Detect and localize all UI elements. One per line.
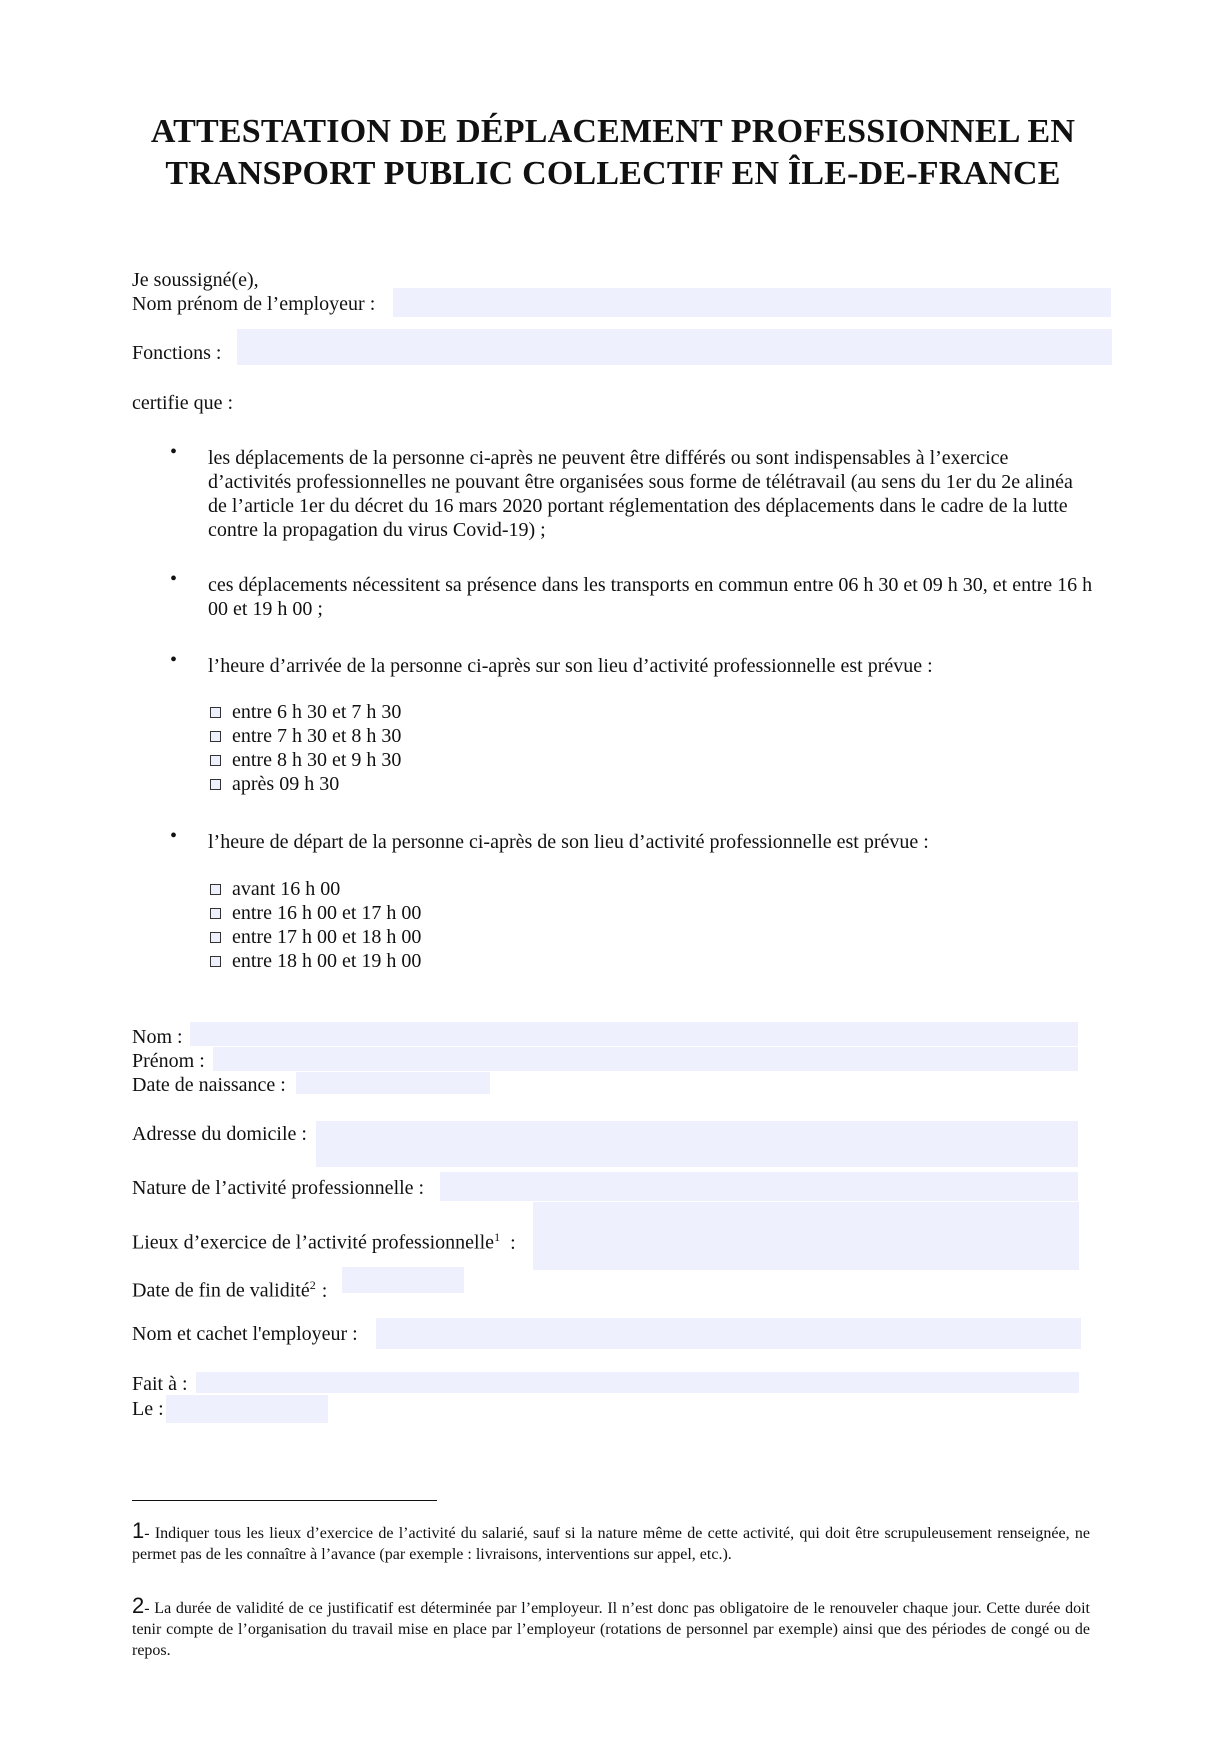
nom-field[interactable] (190, 1022, 1078, 1046)
employer-name-field[interactable] (393, 288, 1111, 317)
validity-end-label: Date de fin de validité$^2$ : (132, 1278, 328, 1302)
birth-date-label: Date de naissance : (132, 1074, 286, 1096)
departure-option[interactable]: avant 16 h 00 (210, 877, 421, 901)
checkbox[interactable] (210, 707, 221, 718)
bullet-text-3: l’heure d’arrivée de la personne ci-après sur son lieu d’activité professionnelle est prévue : (208, 655, 933, 677)
departure-option[interactable]: entre 17 h 00 et 18 h 00 (210, 925, 421, 949)
checkbox[interactable] (210, 932, 221, 943)
checkbox[interactable] (210, 884, 221, 895)
employer-stamp-field[interactable] (376, 1318, 1081, 1349)
footnote-2 (132, 1595, 1090, 1661)
footnote-separator (132, 1500, 437, 1501)
nom-label: Nom : (132, 1026, 183, 1048)
fait-a-field[interactable] (196, 1372, 1079, 1393)
prenom-label: Prénom : (132, 1050, 205, 1072)
work-places-field[interactable] (533, 1202, 1079, 1270)
arrival-option[interactable]: après 09 h 30 (210, 772, 401, 796)
footnote-ref-2: 2 (309, 1278, 316, 1292)
checkbox[interactable] (210, 956, 221, 967)
fait-a-label: Fait à : (132, 1373, 188, 1395)
undersigned-text: Je soussigné(e), (132, 269, 259, 291)
bullet-text-2: ces déplacements nécessitent sa présence dans les transports en commun entre 06 h 30 et 09 h 30, et entre 16 h 00 et 19 h 00 ; (208, 574, 1093, 620)
prenom-field[interactable] (213, 1047, 1078, 1071)
work-places-label: Lieux d’exercice de l’activité professionnelle$^1$ : (132, 1230, 516, 1254)
footnote-ref-1: 1 (494, 1230, 501, 1244)
date-le-label: Le : (132, 1398, 164, 1420)
arrival-option[interactable]: entre 6 h 30 et 7 h 30 (210, 700, 401, 724)
arrival-option[interactable]: entre 8 h 30 et 9 h 30 (210, 748, 401, 772)
bullet-dot: • (170, 568, 178, 590)
departure-option[interactable]: entre 16 h 00 et 17 h 00 (210, 901, 421, 925)
checkbox[interactable] (210, 908, 221, 919)
checkbox[interactable] (210, 779, 221, 790)
checkbox[interactable] (210, 731, 221, 742)
arrival-option[interactable]: entre 7 h 30 et 8 h 30 (210, 724, 401, 748)
departure-option[interactable]: entre 18 h 00 et 19 h 00 (210, 949, 421, 973)
departure-options (210, 877, 421, 973)
checkbox[interactable] (210, 755, 221, 766)
arrival-options (210, 700, 401, 796)
footnote-text-1: - Indiquer tous les lieux d’exercice de l’activité du salarié, sauf si la nature même de cette activité, qui doit être scrupuleusement renseignée, ne permet pas de les connaître à l’avance (par exemple : livraisons, interventions sur appel, etc.). (132, 1525, 1090, 1563)
birth-date-field[interactable] (296, 1072, 490, 1094)
functions-label: Fonctions : (132, 342, 222, 364)
document-title (0, 111, 1226, 195)
bullet-text-1: les déplacements de la personne ci-après ne peuvent être différés ou sont indispensables à l’exercice d’activités professionnelles ne pouvant être organisées sous forme de télétravail (au sens du 1er du 2e alinéa de l’article 1er du décret du 16 mars 2020 portant réglementation des déplacements dans le cadre de la lutte contre la propagation du virus Covid-19) ; (208, 447, 1073, 541)
bullet-dot: • (170, 649, 178, 671)
date-le-field[interactable] (166, 1395, 328, 1423)
title-line-1: ATTESTATION DE DÉPLACEMENT PROFESSIONNEL EN (150, 113, 1076, 150)
employer-stamp-label: Nom et cachet l'employeur : (132, 1323, 358, 1345)
address-field[interactable] (316, 1121, 1078, 1167)
validity-end-field[interactable] (342, 1267, 464, 1293)
footnote-1 (132, 1520, 1090, 1565)
functions-field[interactable] (237, 329, 1112, 365)
activity-field[interactable] (440, 1172, 1078, 1201)
footnote-number-2: 2 (132, 1593, 145, 1618)
certify-text: certifie que : (132, 392, 234, 414)
bullet-dot: • (170, 825, 178, 847)
title-line-2: TRANSPORT PUBLIC COLLECTIF EN ÎLE-DE-FRANCE (165, 155, 1061, 192)
footnote-number-1: 1 (132, 1518, 145, 1543)
activity-label: Nature de l’activité professionnelle : (132, 1177, 425, 1199)
bullet-text-4: l’heure de départ de la personne ci-après de son lieu d’activité professionnelle est prévue : (208, 831, 929, 853)
bullet-dot: • (170, 441, 178, 463)
address-label: Adresse du domicile : (132, 1123, 307, 1145)
footnote-text-2: - La durée de validité de ce justificatif est déterminée par l’employeur. Il n’est donc pas obligatoire de le renouveler chaque jour. Cette durée doit tenir compte de l’organisation du travail mise en place par l’employeur (rotations de personnel par exemple) ainsi que des périodes de congé ou de repos. (132, 1600, 1090, 1659)
employer-name-label: Nom prénom de l’employeur : (132, 293, 376, 315)
